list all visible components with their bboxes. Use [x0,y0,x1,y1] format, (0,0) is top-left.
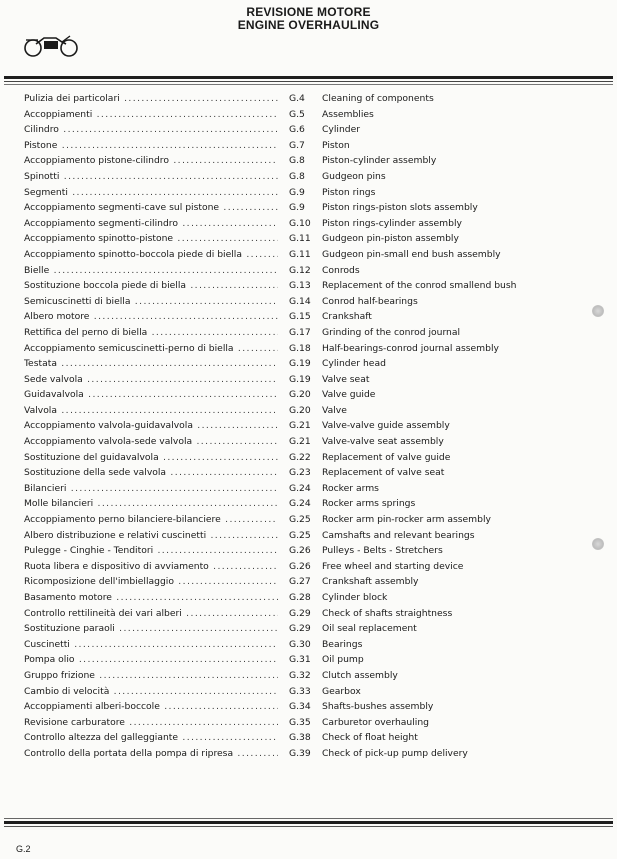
toc-english-title: Replacement of the conrod smallend bush [322,280,517,292]
toc-row [0,153,617,169]
toc-row [0,606,617,622]
toc-english-title: Rocker arms [322,482,379,494]
toc-row [0,91,617,107]
toc-italian-title: Accoppiamento valvola-sede valvola ..... [24,434,278,450]
toc-english-title: Gearbox [322,685,361,697]
toc-english-title: Half-bearings-conrod journal assembly [322,342,499,354]
toc-english-title: Conrod half-bearings [322,295,418,307]
toc-italian-title: Accoppiamento spinotto-boccola piede di biella ..... [24,247,278,263]
table-of-contents [0,91,617,762]
toc-english-title: Conrods [322,264,360,276]
top-rule [4,76,613,90]
toc-page-ref: G.19 [289,358,311,370]
title-english: ENGINE OVERHAULING [237,18,380,32]
toc-row [0,434,617,450]
toc-italian-title: Pompa olio ..... [24,652,278,668]
toc-row [0,294,617,310]
toc-italian-title: Testata ..... [24,356,278,372]
toc-row [0,356,617,372]
toc-page-ref: G.30 [289,638,311,650]
toc-italian-title: Sostituzione del guidavalvola ..... [24,450,278,466]
toc-page-ref: G.5 [289,108,305,120]
toc-italian-title: Sostituzione paraoli ..... [24,621,278,637]
toc-italian-title: Sostituzione della sede valvola ..... [24,465,278,481]
toc-row [0,169,617,185]
toc-page-ref: G.39 [289,747,311,759]
toc-page-ref: G.22 [289,451,311,463]
toc-english-title: Replacement of valve guide [322,451,451,463]
toc-page-ref: G.23 [289,467,311,479]
toc-page-ref: G.33 [289,685,311,697]
toc-italian-title: Controllo altezza del galleggiante ..... [24,730,278,746]
toc-english-title: Shafts-bushes assembly [322,701,434,713]
toc-row [0,715,617,731]
toc-page-ref: G.21 [289,420,311,432]
toc-english-title: Gudgeon pins [322,170,386,182]
toc-english-title: Cleaning of components [322,93,434,104]
toc-row [0,263,617,279]
toc-english-title: Valve guide [322,389,376,401]
toc-page-ref: G.35 [289,716,311,728]
toc-row [0,247,617,263]
toc-italian-title: Sede valvola ..... [24,372,278,388]
toc-row [0,341,617,357]
toc-italian-title: Valvola ..... [24,403,278,419]
toc-italian-title: Albero motore ..... [24,309,278,325]
toc-row [0,278,617,294]
toc-english-title: Piston [322,139,350,151]
toc-page-ref: G.9 [289,186,305,198]
toc-row [0,574,617,590]
toc-row [0,450,617,466]
toc-english-title: Bearings [322,638,363,650]
toc-page-ref: G.9 [289,202,305,214]
toc-english-title: Carburetor overhauling [322,716,429,728]
toc-page-ref: G.24 [289,498,311,510]
toc-row [0,418,617,434]
toc-english-title: Grinding of the conrod journal [322,326,461,338]
toc-row [0,528,617,544]
toc-italian-title: Pulizia dei particolari ..... [24,91,278,107]
toc-english-title: Crankshaft [322,311,372,323]
toc-italian-title: Basamento motore ..... [24,590,278,606]
toc-italian-title: Controllo rettilineità dei vari alberi ..... [24,606,278,622]
toc-row [0,590,617,606]
toc-italian-title: Accoppiamento spinotto-pistone ..... [24,231,278,247]
toc-row [0,465,617,481]
toc-english-title: Check of pick-up pump delivery [322,747,468,759]
toc-english-title: Oil pump [322,654,364,666]
toc-page-ref: G.10 [289,217,311,229]
toc-english-title: Cylinder block [322,592,388,603]
toc-page-ref: G.12 [289,264,311,276]
toc-row [0,216,617,232]
toc-row [0,107,617,123]
toc-english-title: Check of shafts straightness [322,607,453,619]
toc-english-title: Replacement of valve seat [322,467,445,479]
toc-english-title: Gudgeon pin-small end bush assembly [322,248,501,260]
toc-italian-title: Accoppiamento valvola-guidavalvola ..... [24,418,278,434]
toc-page-ref: G.25 [289,529,311,541]
toc-italian-title: Rettifica del perno di biella ..... [24,325,278,341]
toc-page-ref: G.31 [289,654,311,666]
toc-row [0,512,617,528]
toc-english-title: Free wheel and starting device [322,560,464,572]
toc-italian-title: Cambio di velocità ..... [24,684,278,700]
toc-page-ref: G.21 [289,436,311,448]
toc-english-title: Piston rings [322,186,376,198]
toc-page-ref: G.17 [289,326,311,338]
toc-page-ref: G.29 [289,607,311,619]
toc-italian-title: Accoppiamento pistone-cilindro ..... [24,153,278,169]
toc-english-title: Valve [322,404,347,416]
toc-row [0,309,617,325]
toc-page-ref: G.34 [289,701,311,713]
binder-hole [592,538,604,550]
toc-page-ref: G.26 [289,545,311,557]
toc-english-title: Piston rings-cylinder assembly [322,217,462,229]
toc-english-title: Piston rings-piston slots assembly [322,202,478,214]
toc-page-ref: G.15 [289,311,311,323]
toc-english-title: Clutch assembly [322,669,398,681]
toc-english-title: Check of float height [322,732,418,744]
toc-row [0,403,617,419]
toc-english-title: Pulleys - Belts - Stretchers [322,545,443,557]
title-italian: REVISIONE MOTORE [246,5,371,19]
toc-italian-title: Accoppiamento semicuscinetti-perno di biella ..... [24,341,278,357]
binder-hole [592,305,604,317]
toc-english-title: Assemblies [322,108,374,120]
toc-page-ref: G.7 [289,139,305,151]
toc-page-ref: G.6 [289,124,305,136]
motorcycle-icon [22,34,80,58]
toc-page-ref: G.26 [289,560,311,572]
toc-page-ref: G.18 [289,342,311,354]
toc-row [0,185,617,201]
toc-italian-title: Bilancieri ..... [24,481,278,497]
toc-italian-title: Ricomposizione dell'imbiellaggio ..... [24,574,278,590]
toc-italian-title: Cilindro ..... [24,122,278,138]
toc-row [0,746,617,762]
toc-row [0,684,617,700]
toc-italian-title: Accoppiamento segmenti-cave sul pistone ..... [24,200,278,216]
toc-page-ref: G.11 [289,248,311,260]
toc-page-ref: G.13 [289,280,311,292]
toc-page-ref: G.8 [289,155,305,167]
toc-english-title: Valve-valve seat assembly [322,436,444,448]
toc-page-ref: G.29 [289,623,311,635]
toc-row [0,138,617,154]
toc-row [0,652,617,668]
toc-english-title: Camshafts and relevant bearings [322,529,475,541]
toc-italian-title: Albero distribuzione e relativi cuscinetti ..... [24,528,278,544]
page-header [0,6,617,32]
toc-row [0,122,617,138]
toc-english-title: Piston-cylinder assembly [322,155,437,167]
toc-page-ref: G.25 [289,514,311,526]
toc-page-ref: G.32 [289,669,311,681]
toc-italian-title: Guidavalvola ..... [24,387,278,403]
toc-page-ref: G.14 [289,295,311,307]
toc-italian-title: Controllo della portata della pompa di ripresa ..... [24,746,278,762]
toc-page-ref: G.19 [289,373,311,385]
toc-italian-title: Semicuscinetti di biella ..... [24,294,278,310]
toc-row [0,387,617,403]
toc-italian-title: Accoppiamento perno bilanciere-bilanciere ..... [24,512,278,528]
toc-row [0,668,617,684]
toc-english-title: Valve seat [322,373,370,385]
toc-page-ref: G.38 [289,732,311,744]
toc-page-ref: G.27 [289,576,311,588]
toc-page-ref: G.24 [289,482,311,494]
toc-row [0,481,617,497]
toc-page-ref: G.4 [289,93,305,104]
toc-page-ref: G.11 [289,233,311,245]
toc-row [0,543,617,559]
bottom-rule [4,818,613,830]
toc-italian-title: Accoppiamenti ..... [24,107,278,123]
toc-english-title: Rocker arm pin-rocker arm assembly [322,514,491,526]
toc-row [0,200,617,216]
page-number: G.2 [16,844,31,854]
toc-italian-title: Ruota libera e dispositivo di avviamento ..... [24,559,278,575]
toc-row [0,699,617,715]
toc-italian-title: Bielle ..... [24,263,278,279]
toc-english-title: Valve-valve guide assembly [322,420,450,432]
toc-page-ref: G.28 [289,592,311,603]
toc-italian-title: Sostituzione boccola piede di biella ..... [24,278,278,294]
toc-italian-title: Accoppiamenti alberi-boccole ..... [24,699,278,715]
toc-row [0,372,617,388]
toc-row [0,637,617,653]
toc-page-ref: G.20 [289,389,311,401]
toc-row [0,496,617,512]
toc-italian-title: Molle bilancieri ..... [24,496,278,512]
toc-row [0,231,617,247]
toc-italian-title: Spinotti ..... [24,169,278,185]
toc-italian-title: Accoppiamento segmenti-cilindro ..... [24,216,278,232]
toc-row [0,730,617,746]
toc-italian-title: Segmenti ..... [24,185,278,201]
toc-page-ref: G.8 [289,170,305,182]
toc-english-title: Rocker arms springs [322,498,416,510]
toc-row [0,621,617,637]
toc-english-title: Crankshaft assembly [322,576,419,588]
toc-italian-title: Gruppo frizione ..... [24,668,278,684]
toc-italian-title: Pulegge - Cinghie - Tenditori ..... [24,543,278,559]
toc-english-title: Gudgeon pin-piston assembly [322,233,459,245]
toc-italian-title: Cuscinetti ..... [24,637,278,653]
toc-english-title: Cylinder head [322,358,386,370]
toc-row [0,325,617,341]
toc-english-title: Cylinder [322,124,361,136]
toc-page-ref: G.20 [289,404,311,416]
toc-italian-title: Pistone ..... [24,138,278,154]
toc-italian-title: Revisione carburatore ..... [24,715,278,731]
toc-english-title: Oil seal replacement [322,623,417,635]
toc-row [0,559,617,575]
